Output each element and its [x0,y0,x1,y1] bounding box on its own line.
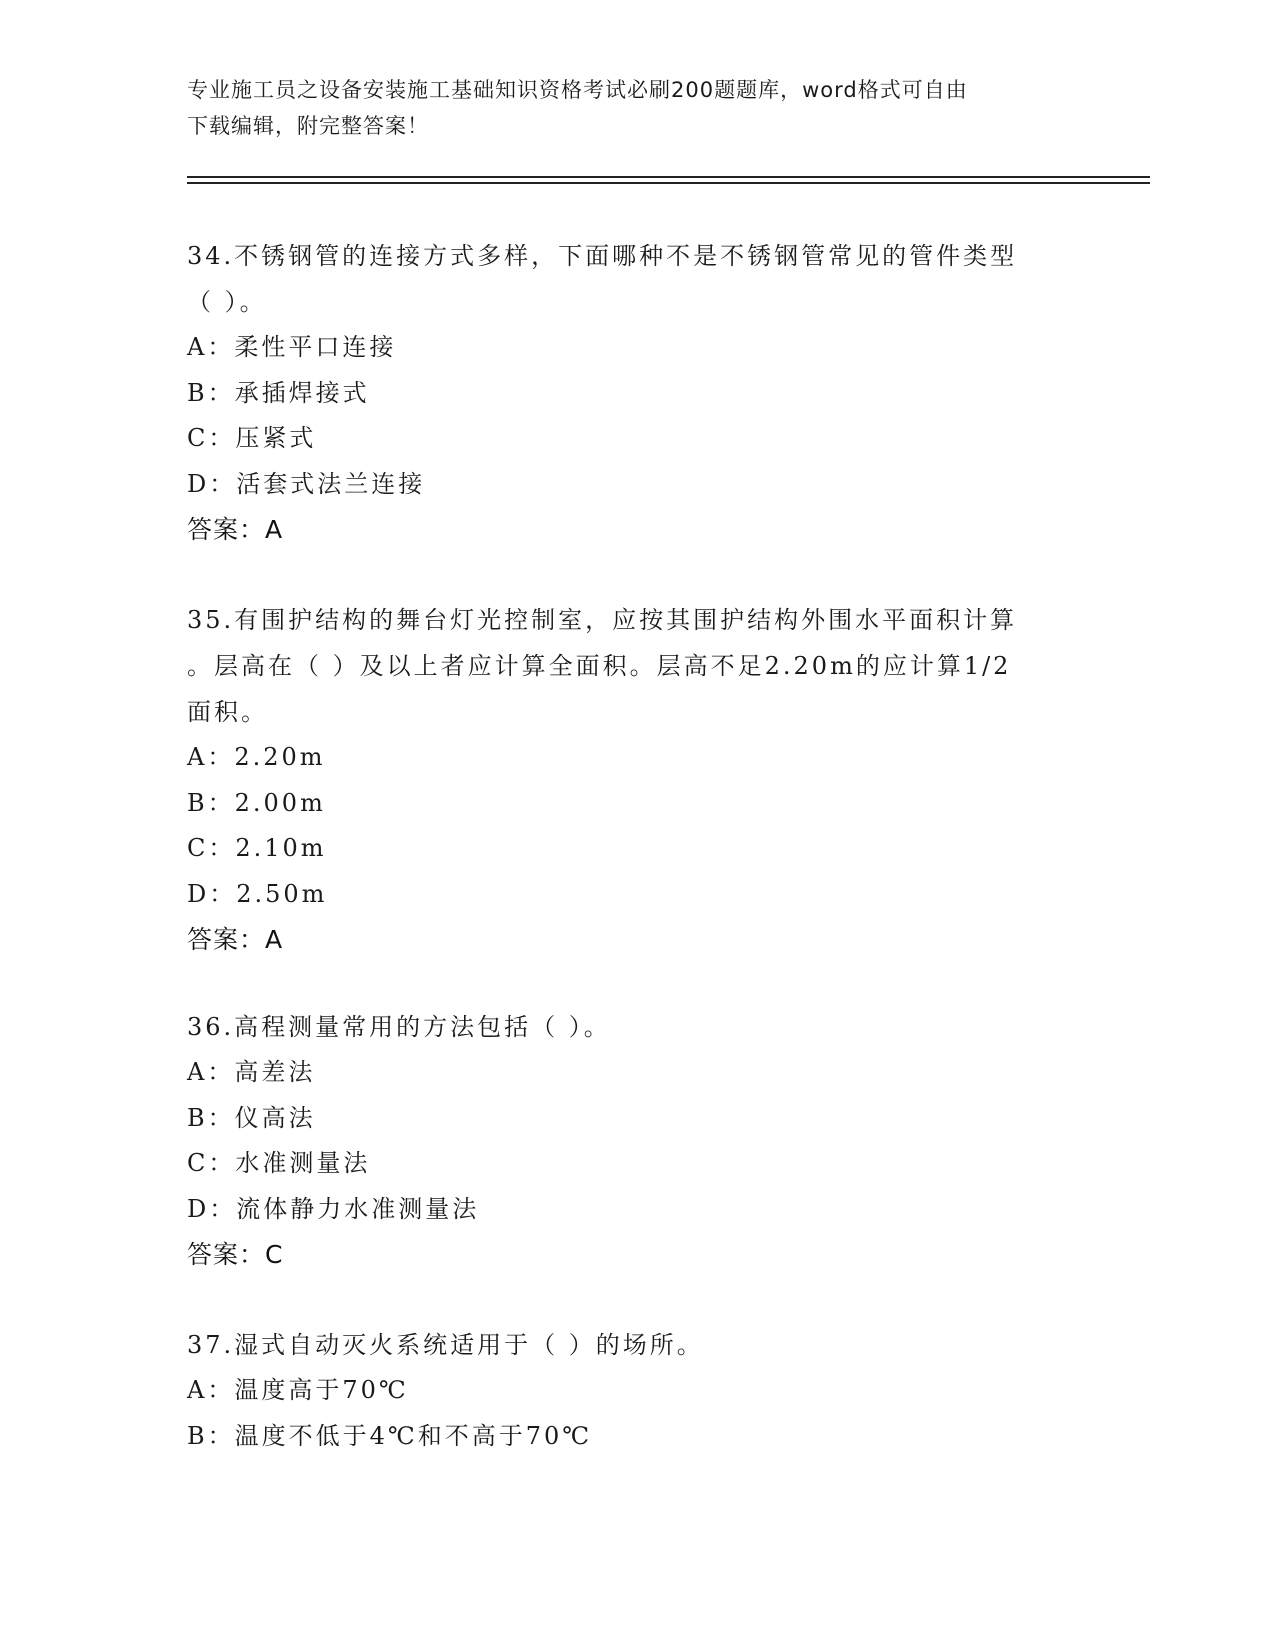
option-b: B：仪高法 [187,1103,316,1132]
option-a: A：柔性平口连接 [187,333,397,361]
question-stem-line: 36.高程测量常用的方法包括（ ）。 [187,1013,611,1041]
option-a: A：温度高于70℃ [187,1376,409,1404]
question-35 [187,597,1087,963]
header-line-1: 专业施工员之设备安装施工基础知识资格考试必刷200题题库，word格式可自由 [187,78,968,102]
answer: 答案：A [187,515,284,544]
option-c: C：2.10m [187,834,327,862]
option-c: C：水准测量法 [187,1149,371,1177]
question-stem-line: 35.有围护结构的舞台灯光控制室，应按其围护结构外围水平面积计算 [187,606,1018,634]
question-stem-line: （ ）。 [187,288,267,316]
option-d: D：活套式法兰连接 [187,469,426,498]
answer: 答案：A [187,925,284,954]
question-stem-line: 面积。 [187,698,268,726]
option-b: B：温度不低于4℃和不高于70℃ [187,1421,593,1450]
option-d: D：流体静力水准测量法 [187,1194,480,1223]
option-b: B：2.00m [187,788,326,817]
option-a: A：2.20m [187,743,326,771]
question-36 [187,1004,1087,1278]
answer: 答案：C [187,1240,284,1269]
option-b: B：承插焊接式 [187,378,370,407]
option-a: A：高差法 [187,1058,316,1086]
question-37 [187,1322,1087,1459]
option-d: D：2.50m [187,879,328,908]
question-stem-line: 34.不锈钢管的连接方式多样，下面哪种不是不锈钢管常见的管件类型 [187,242,1018,270]
option-c: C：压紧式 [187,424,317,452]
document-header [187,72,1067,144]
question-34 [187,233,1087,553]
question-stem-line: 37.湿式自动灭火系统适用于（ ）的场所。 [187,1331,704,1359]
header-line-2: 下载编辑，附完整答案！ [187,114,429,138]
header-divider-bottom [187,182,1150,184]
header-divider-top [187,176,1150,178]
question-stem-line: 。层高在（ ）及以上者应计算全面积。层高不足2.20m的应计算1/2 [187,652,1012,680]
